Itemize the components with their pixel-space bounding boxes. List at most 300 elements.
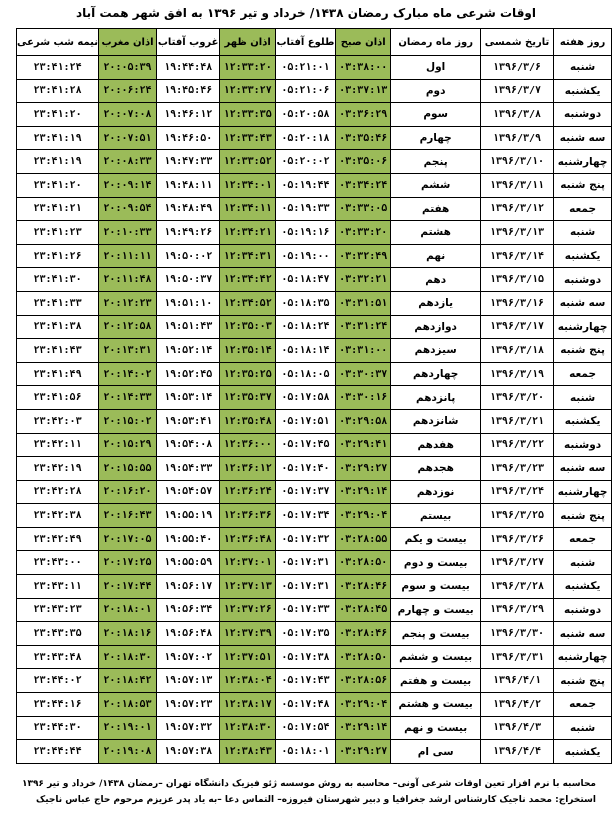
cell-ramadan-day: بیست و دوم <box>391 551 480 575</box>
cell-midnight: ۲۳:۴۱:۴۹ <box>17 362 99 386</box>
cell-fajr: ۰۳:۲۹:۱۴ <box>335 716 391 740</box>
cell-weekday: پنج شنبه <box>554 339 612 363</box>
cell-maghrib: ۲۰:۱۸:۱۶ <box>99 622 157 646</box>
cell-maghrib: ۲۰:۱۵:۵۵ <box>99 457 157 481</box>
cell-dhuhr: ۱۲:۳۵:۰۳ <box>220 315 276 339</box>
cell-ramadan-day: دهم <box>391 268 480 292</box>
cell-solar-date: ۱۳۹۶/۳/۲۴ <box>480 480 553 504</box>
cell-dhuhr: ۱۲:۳۴:۴۲ <box>220 268 276 292</box>
cell-maghrib: ۲۰:۱۵:۲۹ <box>99 433 157 457</box>
cell-ramadan-day: اول <box>391 56 480 80</box>
footer <box>16 776 596 808</box>
cell-midnight: ۲۳:۴۳:۰۰ <box>17 551 99 575</box>
cell-dhuhr: ۱۲:۳۶:۴۸ <box>220 527 276 551</box>
cell-dhuhr: ۱۲:۳۴:۵۲ <box>220 291 276 315</box>
cell-weekday: سه شنبه <box>554 457 612 481</box>
cell-ramadan-day: سیزدهم <box>391 339 480 363</box>
table-row <box>17 527 612 551</box>
cell-sunrise: ۰۵:۲۰:۰۲ <box>275 150 335 174</box>
cell-sunrise: ۰۵:۱۷:۳۳ <box>275 598 335 622</box>
cell-sunset: ۱۹:۵۷:۳۸ <box>156 740 219 764</box>
column-header-dhuhr: اذان ظهر <box>220 29 276 56</box>
cell-dhuhr: ۱۲:۳۵:۲۵ <box>220 362 276 386</box>
cell-weekday: چهارشنبه <box>554 150 612 174</box>
cell-sunset: ۱۹:۴۸:۴۹ <box>156 197 219 221</box>
cell-ramadan-day: دوم <box>391 79 480 103</box>
cell-sunrise: ۰۵:۲۰:۵۸ <box>275 103 335 127</box>
cell-sunset: ۱۹:۵۲:۱۴ <box>156 339 219 363</box>
cell-sunrise: ۰۵:۱۷:۳۸ <box>275 645 335 669</box>
cell-maghrib: ۲۰:۰۷:۵۱ <box>99 126 157 150</box>
table-row <box>17 315 612 339</box>
cell-ramadan-day: بیست و پنجم <box>391 622 480 646</box>
cell-solar-date: ۱۳۹۶/۳/۱۹ <box>480 362 553 386</box>
table-row <box>17 291 612 315</box>
cell-weekday: یکشنبه <box>554 575 612 599</box>
cell-solar-date: ۱۳۹۶/۳/۱۲ <box>480 197 553 221</box>
cell-weekday: سه شنبه <box>554 622 612 646</box>
cell-fajr: ۰۳:۲۸:۴۶ <box>335 575 391 599</box>
cell-sunset: ۱۹:۵۱:۴۳ <box>156 315 219 339</box>
cell-solar-date: ۱۳۹۶/۳/۹ <box>480 126 553 150</box>
cell-solar-date: ۱۳۹۶/۳/۱۰ <box>480 150 553 174</box>
cell-sunrise: ۰۵:۲۱:۰۱ <box>275 56 335 80</box>
cell-sunrise: ۰۵:۱۸:۳۵ <box>275 291 335 315</box>
cell-sunset: ۱۹:۴۴:۴۸ <box>156 56 219 80</box>
cell-dhuhr: ۱۲:۳۸:۳۰ <box>220 716 276 740</box>
cell-sunset: ۱۹:۴۹:۲۶ <box>156 221 219 245</box>
cell-midnight: ۲۳:۴۱:۳۰ <box>17 268 99 292</box>
cell-sunset: ۱۹:۵۲:۴۵ <box>156 362 219 386</box>
cell-midnight: ۲۳:۴۲:۲۸ <box>17 480 99 504</box>
cell-fajr: ۰۳:۲۸:۵۰ <box>335 551 391 575</box>
cell-sunrise: ۰۵:۱۸:۰۵ <box>275 362 335 386</box>
cell-sunrise: ۰۵:۲۱:۰۶ <box>275 79 335 103</box>
cell-weekday: پنج شنبه <box>554 173 612 197</box>
cell-fajr: ۰۳:۲۸:۵۰ <box>335 645 391 669</box>
cell-midnight: ۲۳:۴۱:۱۹ <box>17 150 99 174</box>
cell-sunrise: ۰۵:۱۷:۴۳ <box>275 669 335 693</box>
cell-midnight: ۲۳:۴۱:۲۱ <box>17 197 99 221</box>
cell-solar-date: ۱۳۹۶/۳/۲۵ <box>480 504 553 528</box>
cell-solar-date: ۱۳۹۶/۳/۷ <box>480 79 553 103</box>
cell-maghrib: ۲۰:۱۷:۲۵ <box>99 551 157 575</box>
table-row <box>17 669 612 693</box>
table-row <box>17 457 612 481</box>
cell-solar-date: ۱۳۹۶/۴/۱ <box>480 669 553 693</box>
table-row <box>17 221 612 245</box>
cell-solar-date: ۱۳۹۶/۳/۲۲ <box>480 433 553 457</box>
cell-maghrib: ۲۰:۰۸:۳۳ <box>99 150 157 174</box>
table-row <box>17 103 612 127</box>
table-row <box>17 433 612 457</box>
cell-fajr: ۰۳:۳۲:۴۹ <box>335 244 391 268</box>
cell-fajr: ۰۳:۲۹:۲۷ <box>335 740 391 764</box>
cell-maghrib: ۲۰:۱۳:۳۱ <box>99 339 157 363</box>
cell-solar-date: ۱۳۹۶/۳/۲۳ <box>480 457 553 481</box>
cell-sunset: ۱۹:۵۳:۱۴ <box>156 386 219 410</box>
cell-fajr: ۰۳:۲۹:۰۴ <box>335 693 391 717</box>
cell-midnight: ۲۳:۴۱:۵۶ <box>17 386 99 410</box>
cell-dhuhr: ۱۲:۳۶:۳۶ <box>220 504 276 528</box>
cell-sunset: ۱۹:۵۵:۵۹ <box>156 551 219 575</box>
cell-fajr: ۰۳:۳۸:۰۰ <box>335 56 391 80</box>
cell-sunset: ۱۹:۵۷:۲۳ <box>156 693 219 717</box>
cell-weekday: پنج شنبه <box>554 504 612 528</box>
cell-sunrise: ۰۵:۱۸:۰۱ <box>275 740 335 764</box>
cell-ramadan-day: بیست و هشتم <box>391 693 480 717</box>
cell-maghrib: ۲۰:۱۹:۰۱ <box>99 716 157 740</box>
cell-sunrise: ۰۵:۱۷:۴۵ <box>275 433 335 457</box>
cell-solar-date: ۱۳۹۶/۴/۲ <box>480 693 553 717</box>
cell-maghrib: ۲۰:۰۹:۱۴ <box>99 173 157 197</box>
cell-weekday: شنبه <box>554 221 612 245</box>
table-row <box>17 551 612 575</box>
column-header-fajr: اذان صبح <box>335 29 391 56</box>
cell-ramadan-day: بیست و ششم <box>391 645 480 669</box>
cell-sunset: ۱۹:۴۶:۱۲ <box>156 103 219 127</box>
cell-midnight: ۲۳:۴۴:۱۶ <box>17 693 99 717</box>
cell-sunrise: ۰۵:۱۷:۵۸ <box>275 386 335 410</box>
table-row <box>17 197 612 221</box>
prayer-times-table <box>16 28 612 764</box>
cell-maghrib: ۲۰:۱۵:۰۲ <box>99 409 157 433</box>
cell-solar-date: ۱۳۹۶/۴/۳ <box>480 716 553 740</box>
table-row <box>17 362 612 386</box>
cell-ramadan-day: پانزدهم <box>391 386 480 410</box>
cell-weekday: پنج شنبه <box>554 669 612 693</box>
cell-ramadan-day: سی ام <box>391 740 480 764</box>
table-row <box>17 740 612 764</box>
cell-dhuhr: ۱۲:۳۳:۳۵ <box>220 103 276 127</box>
cell-dhuhr: ۱۲:۳۳:۲۷ <box>220 79 276 103</box>
cell-ramadan-day: بیست و چهارم <box>391 598 480 622</box>
cell-dhuhr: ۱۲:۳۵:۳۷ <box>220 386 276 410</box>
cell-sunrise: ۰۵:۱۷:۴۸ <box>275 693 335 717</box>
cell-sunset: ۱۹:۵۴:۰۸ <box>156 433 219 457</box>
cell-weekday: یکشنبه <box>554 244 612 268</box>
footer-calculation-note: محاسبه با نرم افزار تعین اوقات شرعی آونی– محاسبه به روش موسسه ژئو فیزیک دانشگاه تهران –رمضان ۱۴۳۸/ خرداد و تیر ۱۳۹۶ <box>21 779 596 789</box>
cell-sunset: ۱۹:۵۳:۴۱ <box>156 409 219 433</box>
cell-sunset: ۱۹:۵۷:۳۲ <box>156 716 219 740</box>
table-row <box>17 56 612 80</box>
cell-sunset: ۱۹:۵۰:۳۷ <box>156 268 219 292</box>
cell-fajr: ۰۳:۳۰:۳۷ <box>335 362 391 386</box>
cell-midnight: ۲۳:۴۴:۴۴ <box>17 740 99 764</box>
cell-ramadan-day: چهارم <box>391 126 480 150</box>
cell-midnight: ۲۳:۴۲:۴۹ <box>17 527 99 551</box>
cell-midnight: ۲۳:۴۲:۳۸ <box>17 504 99 528</box>
cell-sunrise: ۰۵:۱۷:۴۰ <box>275 457 335 481</box>
cell-sunrise: ۰۵:۱۷:۵۱ <box>275 409 335 433</box>
cell-sunrise: ۰۵:۱۹:۳۳ <box>275 197 335 221</box>
cell-solar-date: ۱۳۹۶/۳/۶ <box>480 56 553 80</box>
cell-maghrib: ۲۰:۱۴:۰۲ <box>99 362 157 386</box>
cell-fajr: ۰۳:۳۲:۲۱ <box>335 268 391 292</box>
cell-sunset: ۱۹:۴۵:۴۶ <box>156 79 219 103</box>
table-row <box>17 409 612 433</box>
column-header-maghrib: اذان مغرب <box>99 29 157 56</box>
cell-weekday: سه شنبه <box>554 291 612 315</box>
cell-dhuhr: ۱۲:۳۳:۲۰ <box>220 56 276 80</box>
footer-author-note: استخراج: محمد ناجیک کارشناس ارشد جغرافیا و دبیر شهرستان فیروزه– التماس دعا –به یاد پدر عزیزم مرحوم حاج عباس ناجیک <box>36 795 596 805</box>
cell-fajr: ۰۳:۳۶:۲۹ <box>335 103 391 127</box>
cell-sunrise: ۰۵:۱۷:۵۴ <box>275 716 335 740</box>
cell-weekday: چهارشنبه <box>554 480 612 504</box>
cell-sunset: ۱۹:۴۸:۱۱ <box>156 173 219 197</box>
cell-solar-date: ۱۳۹۶/۳/۲۸ <box>480 575 553 599</box>
table-row <box>17 244 612 268</box>
page-title: اوقات شرعی ماه مبارک رمضان ۱۴۳۸/ خرداد و تیر ۱۳۹۶ به افق شهر همت آباد <box>75 6 536 20</box>
cell-weekday: جمعه <box>554 527 612 551</box>
cell-weekday: دوشنبه <box>554 103 612 127</box>
cell-midnight: ۲۳:۴۳:۴۸ <box>17 645 99 669</box>
cell-sunset: ۱۹:۵۷:۱۳ <box>156 669 219 693</box>
cell-dhuhr: ۱۲:۳۷:۱۳ <box>220 575 276 599</box>
cell-sunrise: ۰۵:۱۷:۳۵ <box>275 622 335 646</box>
cell-weekday: چهارشنبه <box>554 315 612 339</box>
cell-midnight: ۲۳:۴۱:۴۳ <box>17 339 99 363</box>
cell-maghrib: ۲۰:۱۶:۴۳ <box>99 504 157 528</box>
cell-solar-date: ۱۳۹۶/۳/۱۷ <box>480 315 553 339</box>
cell-sunrise: ۰۵:۱۹:۴۴ <box>275 173 335 197</box>
cell-ramadan-day: شانزدهم <box>391 409 480 433</box>
cell-midnight: ۲۳:۴۴:۳۰ <box>17 716 99 740</box>
column-header-sunrise: طلوع آفتاب <box>275 29 335 56</box>
table-row <box>17 693 612 717</box>
table-row <box>17 79 612 103</box>
table-row <box>17 150 612 174</box>
cell-maghrib: ۲۰:۱۸:۵۳ <box>99 693 157 717</box>
cell-maghrib: ۲۰:۱۲:۲۳ <box>99 291 157 315</box>
cell-sunset: ۱۹:۵۵:۴۰ <box>156 527 219 551</box>
cell-weekday: جمعه <box>554 362 612 386</box>
column-header-sunset: غروب آفتاب <box>156 29 219 56</box>
cell-midnight: ۲۳:۴۱:۱۹ <box>17 126 99 150</box>
column-header-ramadan-day: روز ماه رمضان <box>391 29 480 56</box>
table-row <box>17 575 612 599</box>
table-row <box>17 645 612 669</box>
cell-sunset: ۱۹:۵۷:۰۲ <box>156 645 219 669</box>
cell-solar-date: ۱۳۹۶/۳/۱۴ <box>480 244 553 268</box>
cell-weekday: یکشنبه <box>554 740 612 764</box>
cell-weekday: دوشنبه <box>554 268 612 292</box>
cell-midnight: ۲۳:۴۱:۲۰ <box>17 103 99 127</box>
cell-fajr: ۰۳:۲۹:۲۷ <box>335 457 391 481</box>
cell-weekday: شنبه <box>554 56 612 80</box>
cell-ramadan-day: دوازدهم <box>391 315 480 339</box>
cell-ramadan-day: پنجم <box>391 150 480 174</box>
cell-sunrise: ۰۵:۱۸:۱۴ <box>275 339 335 363</box>
cell-maghrib: ۲۰:۰۹:۵۴ <box>99 197 157 221</box>
cell-solar-date: ۱۳۹۶/۳/۳۰ <box>480 622 553 646</box>
cell-dhuhr: ۱۲:۳۴:۰۱ <box>220 173 276 197</box>
cell-weekday: جمعه <box>554 197 612 221</box>
cell-midnight: ۲۳:۴۱:۲۴ <box>17 56 99 80</box>
cell-sunrise: ۰۵:۱۷:۳۱ <box>275 575 335 599</box>
cell-sunset: ۱۹:۵۴:۳۳ <box>156 457 219 481</box>
cell-solar-date: ۱۳۹۶/۳/۲۰ <box>480 386 553 410</box>
cell-midnight: ۲۳:۴۳:۲۳ <box>17 598 99 622</box>
cell-weekday: شنبه <box>554 716 612 740</box>
cell-solar-date: ۱۳۹۶/۳/۱۸ <box>480 339 553 363</box>
cell-weekday: جمعه <box>554 693 612 717</box>
table-row <box>17 716 612 740</box>
cell-midnight: ۲۳:۴۱:۳۸ <box>17 315 99 339</box>
cell-dhuhr: ۱۲:۳۶:۲۴ <box>220 480 276 504</box>
cell-maghrib: ۲۰:۱۶:۲۰ <box>99 480 157 504</box>
cell-weekday: شنبه <box>554 386 612 410</box>
cell-dhuhr: ۱۲:۳۵:۴۸ <box>220 409 276 433</box>
table-row <box>17 504 612 528</box>
cell-fajr: ۰۳:۲۹:۵۸ <box>335 409 391 433</box>
cell-maghrib: ۲۰:۰۶:۲۴ <box>99 79 157 103</box>
cell-fajr: ۰۳:۲۹:۰۴ <box>335 504 391 528</box>
cell-weekday: دوشنبه <box>554 433 612 457</box>
table-row <box>17 622 612 646</box>
cell-ramadan-day: بیست و سوم <box>391 575 480 599</box>
cell-solar-date: ۱۳۹۶/۳/۱۳ <box>480 221 553 245</box>
cell-fajr: ۰۳:۳۷:۱۳ <box>335 79 391 103</box>
cell-midnight: ۲۳:۴۲:۱۱ <box>17 433 99 457</box>
cell-ramadan-day: بیست و هفتم <box>391 669 480 693</box>
cell-solar-date: ۱۳۹۶/۴/۴ <box>480 740 553 764</box>
cell-solar-date: ۱۳۹۶/۳/۲۹ <box>480 598 553 622</box>
cell-dhuhr: ۱۲:۳۶:۰۰ <box>220 433 276 457</box>
table-row <box>17 126 612 150</box>
cell-fajr: ۰۳:۲۸:۵۶ <box>335 669 391 693</box>
cell-fajr: ۰۳:۲۹:۱۴ <box>335 480 391 504</box>
cell-maghrib: ۲۰:۱۸:۰۱ <box>99 598 157 622</box>
cell-ramadan-day: ششم <box>391 173 480 197</box>
cell-sunrise: ۰۵:۱۷:۳۴ <box>275 504 335 528</box>
cell-maghrib: ۲۰:۱۲:۵۸ <box>99 315 157 339</box>
cell-solar-date: ۱۳۹۶/۳/۲۷ <box>480 551 553 575</box>
column-header-solar-date: تاریخ شمسی <box>480 29 553 56</box>
cell-sunrise: ۰۵:۱۸:۴۷ <box>275 268 335 292</box>
cell-ramadan-day: چهاردهم <box>391 362 480 386</box>
cell-maghrib: ۲۰:۱۷:۰۵ <box>99 527 157 551</box>
cell-fajr: ۰۳:۲۸:۵۵ <box>335 527 391 551</box>
cell-weekday: سه شنبه <box>554 126 612 150</box>
cell-sunrise: ۰۵:۱۹:۱۶ <box>275 221 335 245</box>
cell-midnight: ۲۳:۴۳:۳۵ <box>17 622 99 646</box>
cell-solar-date: ۱۳۹۶/۳/۳۱ <box>480 645 553 669</box>
cell-maghrib: ۲۰:۱۹:۰۸ <box>99 740 157 764</box>
cell-fajr: ۰۳:۳۱:۰۰ <box>335 339 391 363</box>
cell-solar-date: ۱۳۹۶/۳/۱۱ <box>480 173 553 197</box>
cell-fajr: ۰۳:۳۱:۵۱ <box>335 291 391 315</box>
cell-fajr: ۰۳:۳۱:۲۴ <box>335 315 391 339</box>
column-header-weekday: روز هفته <box>554 29 612 56</box>
cell-maghrib: ۲۰:۱۸:۴۲ <box>99 669 157 693</box>
cell-dhuhr: ۱۲:۳۷:۲۶ <box>220 598 276 622</box>
cell-dhuhr: ۱۲:۳۳:۴۳ <box>220 126 276 150</box>
cell-maghrib: ۲۰:۱۷:۴۴ <box>99 575 157 599</box>
cell-solar-date: ۱۳۹۶/۳/۲۱ <box>480 409 553 433</box>
cell-dhuhr: ۱۲:۳۳:۵۲ <box>220 150 276 174</box>
cell-midnight: ۲۳:۴۱:۲۰ <box>17 173 99 197</box>
cell-dhuhr: ۱۲:۳۴:۱۱ <box>220 197 276 221</box>
cell-weekday: شنبه <box>554 551 612 575</box>
table-row <box>17 339 612 363</box>
cell-dhuhr: ۱۲:۳۷:۵۱ <box>220 645 276 669</box>
cell-fajr: ۰۳:۲۹:۴۱ <box>335 433 391 457</box>
cell-sunset: ۱۹:۵۰:۰۲ <box>156 244 219 268</box>
cell-midnight: ۲۳:۴۴:۰۲ <box>17 669 99 693</box>
cell-maghrib: ۲۰:۱۴:۳۳ <box>99 386 157 410</box>
cell-ramadan-day: یازدهم <box>391 291 480 315</box>
cell-fajr: ۰۳:۳۴:۲۴ <box>335 173 391 197</box>
cell-fajr: ۰۳:۳۳:۲۰ <box>335 221 391 245</box>
cell-dhuhr: ۱۲:۳۴:۳۱ <box>220 244 276 268</box>
cell-sunrise: ۰۵:۱۸:۲۴ <box>275 315 335 339</box>
cell-dhuhr: ۱۲:۳۵:۱۴ <box>220 339 276 363</box>
cell-solar-date: ۱۳۹۶/۳/۱۶ <box>480 291 553 315</box>
cell-ramadan-day: هفتم <box>391 197 480 221</box>
cell-fajr: ۰۳:۳۵:۴۶ <box>335 126 391 150</box>
cell-fajr: ۰۳:۲۸:۴۵ <box>335 598 391 622</box>
cell-weekday: یکشنبه <box>554 79 612 103</box>
cell-ramadan-day: بیستم <box>391 504 480 528</box>
table-row <box>17 480 612 504</box>
cell-ramadan-day: نهم <box>391 244 480 268</box>
cell-maghrib: ۲۰:۱۱:۴۸ <box>99 268 157 292</box>
cell-sunset: ۱۹:۵۶:۳۴ <box>156 598 219 622</box>
cell-dhuhr: ۱۲:۳۸:۱۷ <box>220 693 276 717</box>
cell-sunrise: ۰۵:۱۷:۳۲ <box>275 527 335 551</box>
cell-ramadan-day: نوزدهم <box>391 480 480 504</box>
cell-sunrise: ۰۵:۱۹:۰۰ <box>275 244 335 268</box>
cell-fajr: ۰۳:۳۵:۰۶ <box>335 150 391 174</box>
cell-maghrib: ۲۰:۰۵:۳۹ <box>99 56 157 80</box>
cell-fajr: ۰۳:۳۳:۰۵ <box>335 197 391 221</box>
cell-sunset: ۱۹:۵۶:۱۷ <box>156 575 219 599</box>
table-row <box>17 173 612 197</box>
cell-solar-date: ۱۳۹۶/۳/۲۶ <box>480 527 553 551</box>
cell-dhuhr: ۱۲:۳۸:۰۴ <box>220 669 276 693</box>
cell-midnight: ۲۳:۴۱:۳۳ <box>17 291 99 315</box>
cell-maghrib: ۲۰:۰۷:۰۸ <box>99 103 157 127</box>
cell-sunset: ۱۹:۵۱:۱۰ <box>156 291 219 315</box>
cell-sunrise: ۰۵:۱۷:۳۱ <box>275 551 335 575</box>
cell-ramadan-day: بیست و نهم <box>391 716 480 740</box>
cell-ramadan-day: هفدهم <box>391 433 480 457</box>
cell-solar-date: ۱۳۹۶/۳/۸ <box>480 103 553 127</box>
cell-midnight: ۲۳:۴۱:۲۶ <box>17 244 99 268</box>
cell-midnight: ۲۳:۴۲:۱۹ <box>17 457 99 481</box>
cell-dhuhr: ۱۲:۳۴:۲۱ <box>220 221 276 245</box>
cell-fajr: ۰۳:۳۰:۱۶ <box>335 386 391 410</box>
cell-sunset: ۱۹:۵۶:۴۸ <box>156 622 219 646</box>
table-header-row <box>17 29 612 56</box>
column-header-midnight: نیمه شب شرعی <box>17 29 99 56</box>
cell-weekday: یکشنبه <box>554 409 612 433</box>
cell-dhuhr: ۱۲:۳۶:۱۲ <box>220 457 276 481</box>
cell-ramadan-day: سوم <box>391 103 480 127</box>
table-row <box>17 598 612 622</box>
cell-ramadan-day: بیست و یکم <box>391 527 480 551</box>
cell-maghrib: ۲۰:۱۸:۳۰ <box>99 645 157 669</box>
cell-maghrib: ۲۰:۱۱:۱۱ <box>99 244 157 268</box>
cell-midnight: ۲۳:۴۲:۰۳ <box>17 409 99 433</box>
cell-midnight: ۲۳:۴۳:۱۱ <box>17 575 99 599</box>
cell-ramadan-day: هجدهم <box>391 457 480 481</box>
cell-sunrise: ۰۵:۲۰:۱۸ <box>275 126 335 150</box>
cell-solar-date: ۱۳۹۶/۳/۱۵ <box>480 268 553 292</box>
table-row <box>17 386 612 410</box>
cell-dhuhr: ۱۲:۳۷:۳۹ <box>220 622 276 646</box>
